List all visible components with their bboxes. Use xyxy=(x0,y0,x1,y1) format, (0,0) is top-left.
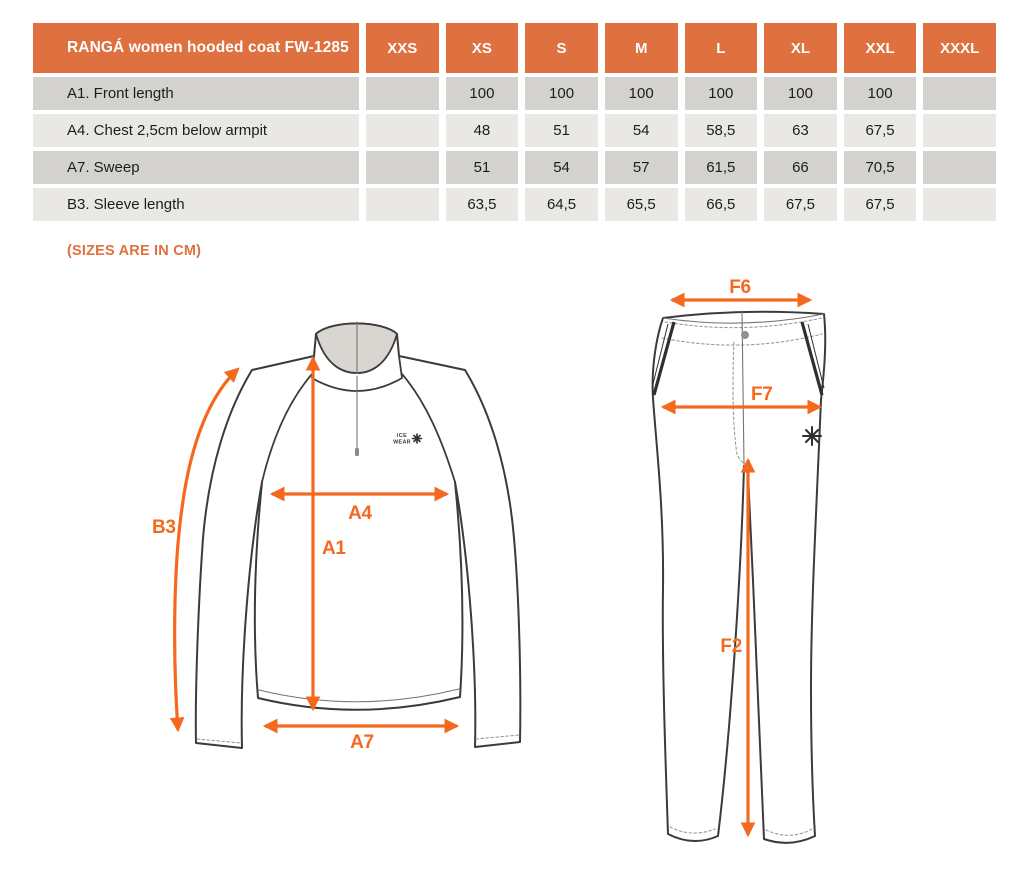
size-value-cell: 61,5 xyxy=(685,151,758,184)
size-value-cell: 100 xyxy=(764,77,837,110)
size-value-cell: 67,5 xyxy=(764,188,837,221)
jacket-diagram xyxy=(135,290,555,780)
f2-label: F2 xyxy=(720,636,742,657)
jacket-outline xyxy=(196,324,521,749)
size-value-cell xyxy=(923,114,996,147)
snowflake-logo-icon xyxy=(803,427,821,445)
size-value-cell: 57 xyxy=(605,151,678,184)
size-value-cell xyxy=(923,151,996,184)
measurement-label-cell: A7. Sweep xyxy=(33,151,359,184)
pants-outline xyxy=(653,312,826,843)
measurement-label-cell: A4. Chest 2,5cm below armpit xyxy=(33,114,359,147)
size-value-cell: 70,5 xyxy=(844,151,917,184)
size-value-cell: 63 xyxy=(764,114,837,147)
pants-diagram xyxy=(630,278,890,858)
sizes-note: (SIZES ARE IN CM) xyxy=(67,243,202,259)
logo-text-line2: WEAR xyxy=(393,439,411,446)
size-column-header: S xyxy=(525,23,598,73)
size-value-cell: 100 xyxy=(844,77,917,110)
size-value-cell: 100 xyxy=(525,77,598,110)
size-value-cell: 65,5 xyxy=(605,188,678,221)
size-column-header: L xyxy=(685,23,758,73)
size-value-cell xyxy=(366,77,439,110)
size-column-header: M xyxy=(605,23,678,73)
size-value-cell: 48 xyxy=(446,114,519,147)
size-value-cell xyxy=(366,114,439,147)
size-value-cell: 100 xyxy=(605,77,678,110)
size-value-cell: 54 xyxy=(605,114,678,147)
size-column-header: XXS xyxy=(366,23,439,73)
size-value-cell xyxy=(366,151,439,184)
size-column-header: XXL xyxy=(844,23,917,73)
zip-pull xyxy=(355,448,359,456)
size-value-cell: 51 xyxy=(525,114,598,147)
measurement-label-cell: B3. Sleeve length xyxy=(33,188,359,221)
b3-label: B3 xyxy=(152,517,176,538)
size-value-cell: 100 xyxy=(685,77,758,110)
size-column-header: XS xyxy=(446,23,519,73)
size-value-cell: 66,5 xyxy=(685,188,758,221)
jacket-drawing xyxy=(135,290,555,780)
size-column-header: XL xyxy=(764,23,837,73)
f6-label: F6 xyxy=(729,278,751,298)
size-value-cell: 67,5 xyxy=(844,188,917,221)
logo-text-line1: ICE xyxy=(396,433,408,439)
pants-drawing xyxy=(630,278,890,858)
a7-label: A7 xyxy=(350,732,374,753)
size-value-cell: 67,5 xyxy=(844,114,917,147)
size-value-cell xyxy=(923,188,996,221)
size-value-cell: 66 xyxy=(764,151,837,184)
table-title-cell: RANGÁ women hooded coat FW-1285 xyxy=(33,23,359,73)
measurement-label-cell: A1. Front length xyxy=(33,77,359,110)
size-value-cell: 54 xyxy=(525,151,598,184)
size-value-cell: 58,5 xyxy=(685,114,758,147)
f7-label: F7 xyxy=(751,384,773,405)
size-table xyxy=(33,23,996,221)
size-value-cell: 63,5 xyxy=(446,188,519,221)
snowflake-logo-icon xyxy=(413,434,422,443)
size-value-cell: 51 xyxy=(446,151,519,184)
size-value-cell xyxy=(923,77,996,110)
size-value-cell: 100 xyxy=(446,77,519,110)
size-value-cell: 64,5 xyxy=(525,188,598,221)
waist-button xyxy=(741,331,749,339)
size-value-cell xyxy=(366,188,439,221)
a4-label: A4 xyxy=(348,503,372,524)
size-column-header: XXXL xyxy=(923,23,996,73)
a1-label: A1 xyxy=(322,538,346,559)
